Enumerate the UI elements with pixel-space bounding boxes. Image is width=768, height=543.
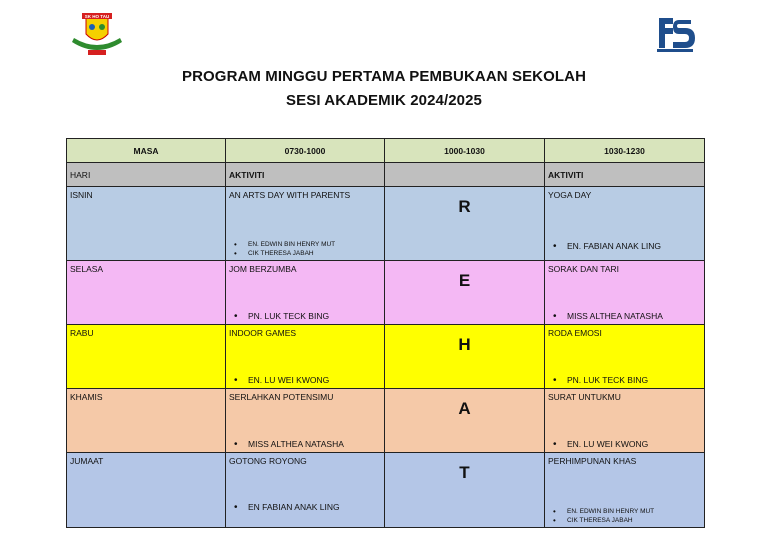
activity-cell <box>226 325 385 389</box>
activity-cell <box>545 453 705 528</box>
teacher-list <box>567 439 648 450</box>
ministry-logo <box>655 16 695 54</box>
header-cell-slot3: 1030-1230 <box>545 139 705 163</box>
teacher-list <box>248 439 344 450</box>
activity-cell <box>226 453 385 528</box>
rehat-letter: T <box>385 453 545 528</box>
teacher-list <box>567 375 648 386</box>
table-row <box>67 453 705 528</box>
subheader-cell-aktiviti: AKTIVITI <box>226 163 385 187</box>
activity-cell <box>226 389 385 453</box>
activity-title: YOGA DAY <box>548 190 592 200</box>
school-crest-logo <box>68 12 126 56</box>
teacher-item: • EN. FABIAN ANAK LING <box>567 241 661 252</box>
teacher-item: • PN. LUK TECK BING <box>248 311 329 322</box>
activity-cell <box>545 261 705 325</box>
header-cell-slot2: 1000-1030 <box>385 139 545 163</box>
rehat-letter: A <box>385 389 545 453</box>
header-cell-masa: MASA <box>67 139 226 163</box>
day-cell: SELASA <box>67 261 226 325</box>
teacher-item: • PN. LUK TECK BING <box>567 375 648 386</box>
teacher-item: • EN. LU WEI KWONG <box>567 439 648 450</box>
activity-title: RODA EMOSI <box>548 328 602 338</box>
activity-title: INDOOR GAMES <box>229 328 297 338</box>
activity-title: JOM BERZUMBA <box>229 264 297 274</box>
schedule-table <box>66 138 705 528</box>
day-cell: ISNIN <box>67 187 226 261</box>
rehat-letter: R <box>385 187 545 261</box>
teacher-list <box>248 502 340 513</box>
teacher-list <box>567 311 663 322</box>
activity-cell <box>545 325 705 389</box>
teacher-item: • MISS ALTHEA NATASHA <box>248 439 344 450</box>
teacher-item: • CIK THERESA JABAH <box>248 249 335 258</box>
teacher-item: • EN. EDWIN BIN HENRY MUT <box>248 240 335 249</box>
subheader-row <box>67 163 705 187</box>
activity-cell <box>226 187 385 261</box>
logo-left-text: SK HO TAU <box>84 13 110 19</box>
teacher-list <box>248 240 335 258</box>
activity-title: SURAT UNTUKMU <box>548 392 621 402</box>
teacher-item: • EN. EDWIN BIN HENRY MUT <box>567 507 654 516</box>
day-cell: JUMAAT <box>67 453 226 528</box>
teacher-list <box>567 241 661 252</box>
teacher-item: • CIK THERESA JABAH <box>567 516 654 525</box>
day-cell: KHAMIS <box>67 389 226 453</box>
activity-title: AN ARTS DAY WITH PARENTS <box>229 190 351 200</box>
teacher-item: • EN FABIAN ANAK LING <box>248 502 340 513</box>
activity-title: SERLAHKAN POTENSIMU <box>229 392 334 402</box>
page-title: PROGRAM MINGGU PERTAMA PEMBUKAAN SEKOLAH <box>182 68 586 85</box>
subheader-cell-empty <box>385 163 545 187</box>
teacher-list <box>567 507 654 525</box>
table-row <box>67 389 705 453</box>
activity-cell <box>545 187 705 261</box>
teacher-item: • EN. LU WEI KWONG <box>248 375 329 386</box>
page-subtitle: SESI AKADEMIK 2024/2025 <box>286 92 482 109</box>
subheader-cell-hari: HARI <box>67 163 226 187</box>
table-row <box>67 325 705 389</box>
subheader-cell-aktiviti: AKTIVITI <box>545 163 705 187</box>
activity-cell <box>226 261 385 325</box>
rehat-letter: H <box>385 325 545 389</box>
activity-title: GOTONG ROYONG <box>229 456 307 466</box>
teacher-item: • MISS ALTHEA NATASHA <box>567 311 663 322</box>
teacher-list <box>248 375 329 386</box>
day-cell: RABU <box>67 325 226 389</box>
teacher-list <box>248 311 329 322</box>
header-row <box>67 139 705 163</box>
activity-cell <box>545 389 705 453</box>
table-row <box>67 187 705 261</box>
table-row <box>67 261 705 325</box>
activity-title: SORAK DAN TARI <box>548 264 620 274</box>
activity-title: PERHIMPUNAN KHAS <box>548 456 637 466</box>
header-cell-slot1: 0730-1000 <box>226 139 385 163</box>
rehat-letter: E <box>385 261 545 325</box>
